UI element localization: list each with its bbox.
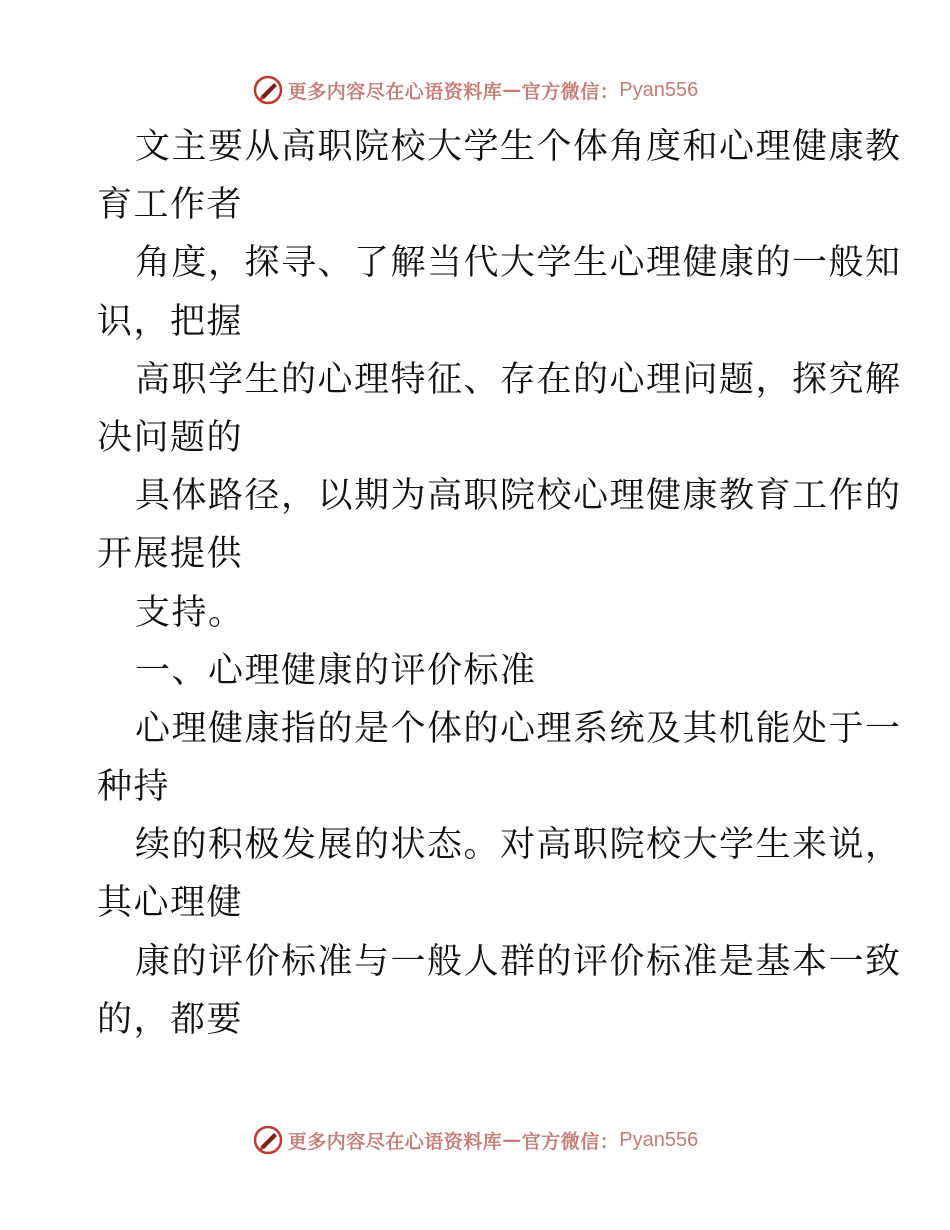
header-wechat-label: 官方微信： bbox=[521, 80, 620, 103]
pen-circle-logo-icon bbox=[252, 1124, 284, 1156]
document-body bbox=[97, 118, 902, 1049]
text-line: 具体路径，以期为高职院校心理健康教育工作的 bbox=[135, 476, 902, 517]
text-line: 续的积极发展的状态。对高职院校大学生来说， bbox=[135, 825, 902, 866]
section-heading: 一、心理健康的评价标准 bbox=[135, 650, 537, 691]
pen-circle-logo-icon bbox=[252, 74, 284, 106]
header-wechat-id: Pyan556 bbox=[619, 78, 699, 101]
footer-site-text: 更多内容尽在心语资料库 bbox=[287, 1130, 503, 1153]
footer-wechat-label: 官方微信： bbox=[521, 1130, 620, 1153]
text-line: 的，都要 bbox=[97, 999, 244, 1040]
text-line: 开展提供 bbox=[97, 534, 244, 575]
footer-dash: — bbox=[502, 1129, 522, 1151]
header-site-text: 更多内容尽在心语资料库 bbox=[287, 80, 503, 103]
text-line: 其心理健 bbox=[97, 883, 244, 924]
text-line: 高职学生的心理特征、存在的心理问题，探究解 bbox=[135, 359, 902, 400]
text-line: 种持 bbox=[97, 767, 171, 808]
text-line: 识，把握 bbox=[97, 301, 244, 342]
header-dash: — bbox=[502, 79, 522, 101]
text-line: 支持。 bbox=[135, 592, 245, 633]
text-line: 育工作者 bbox=[97, 185, 244, 226]
text-line: 角度，探寻、了解当代大学生心理健康的一般知 bbox=[135, 243, 902, 284]
text-line: 决问题的 bbox=[97, 417, 244, 458]
header-watermark bbox=[0, 70, 950, 110]
text-line: 心理健康指的是个体的心理系统及其机能处于一 bbox=[135, 708, 902, 749]
footer-watermark bbox=[0, 1120, 950, 1160]
text-line: 文主要从高职院校大学生个体角度和心理健康教 bbox=[135, 127, 902, 167]
text-line: 康的评价标准与一般人群的评价标准是基本一致 bbox=[135, 941, 902, 982]
footer-wechat-id: Pyan556 bbox=[619, 1128, 699, 1151]
